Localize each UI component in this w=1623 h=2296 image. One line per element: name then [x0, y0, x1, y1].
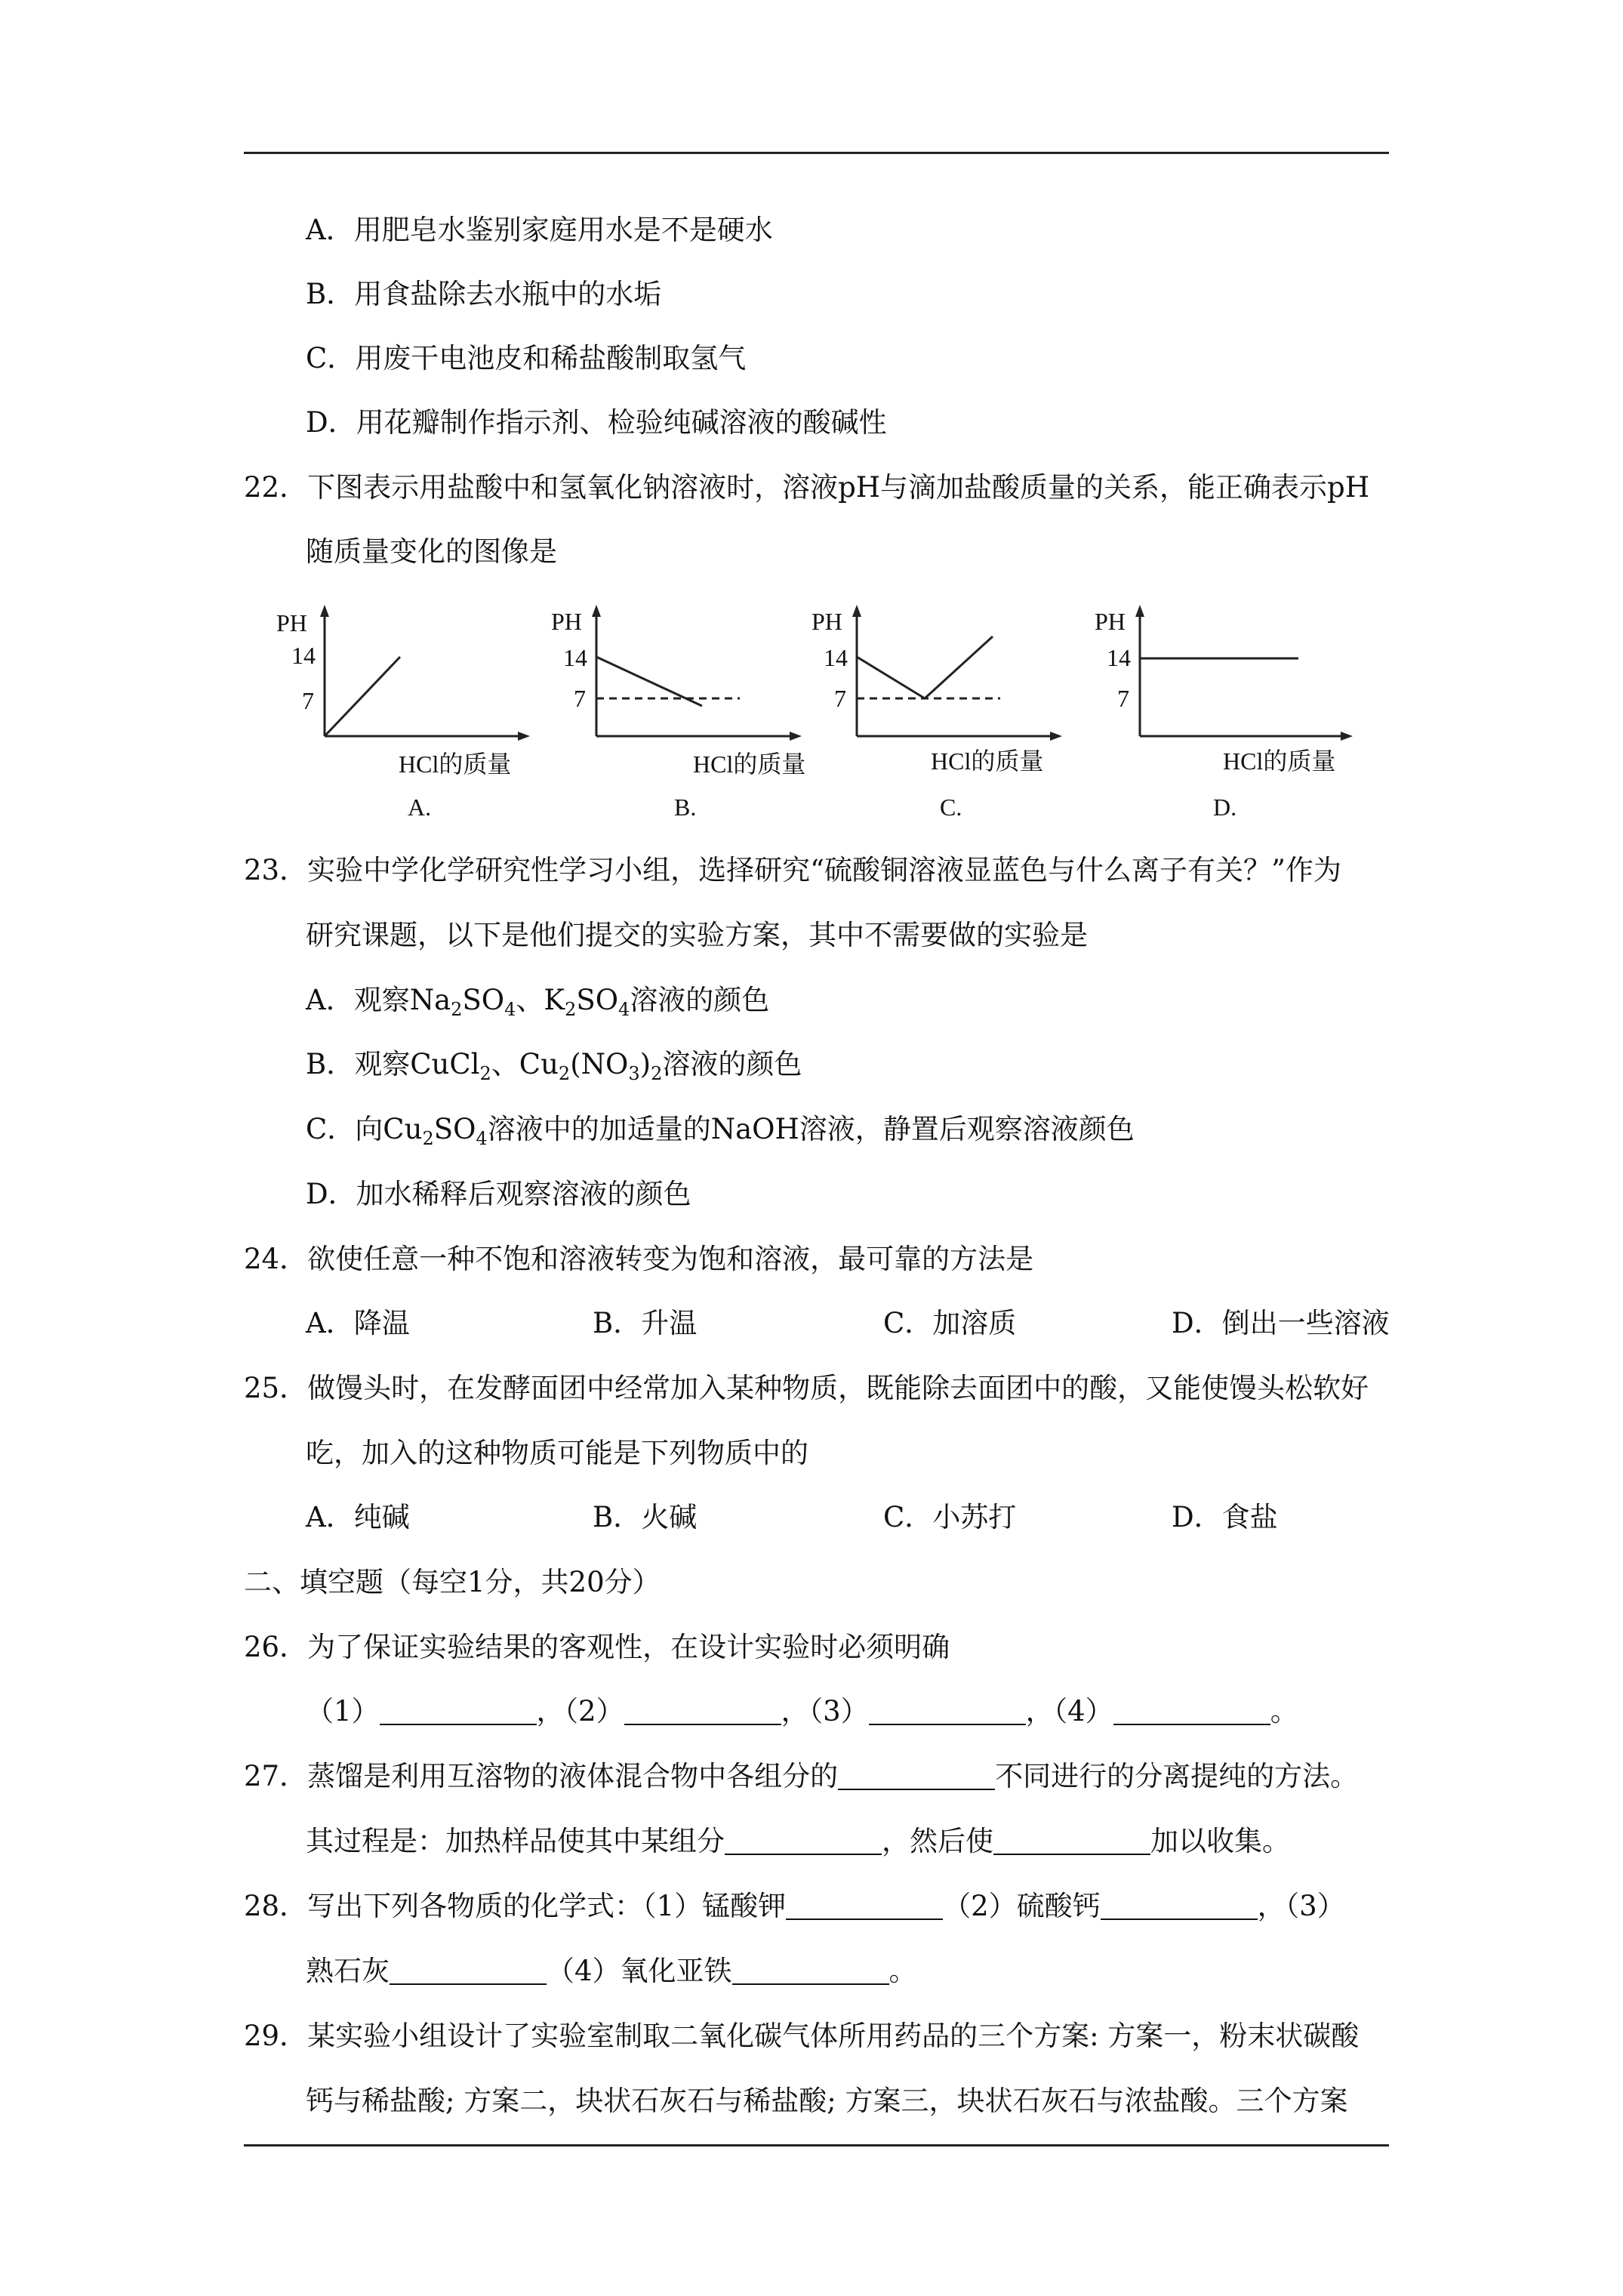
q24-stem: 24．欲使任意一种不饱和溶液转变为饱和溶液，最可靠的方法是 — [244, 1243, 1034, 1275]
graph-b — [551, 600, 838, 778]
q21-option-b: B．用食盐除去水瓶中的水垢 — [306, 278, 662, 310]
q27-line1: 27．蒸馏是利用互溶物的液体混合物中各组分的 不同进行的分离提纯的方法。 — [244, 1760, 1359, 1792]
graph-d-label: D. — [1213, 794, 1237, 821]
graph-a-xlabel: HCl的质量 — [399, 750, 512, 778]
q27-line2: 其过程是：加热样品使其中某组分 ，然后使 加以收集。 — [306, 1825, 1290, 1857]
graph-b-tick-7: 7 — [574, 685, 586, 712]
graph-c-xlabel: HCl的质量 — [931, 747, 1044, 775]
q28-line1: 28．写出下列各物质的化学式：（1）锰酸钾 （2）硫酸钙 ，（3） — [244, 1890, 1345, 1922]
graph-b-xlabel: HCl的质量 — [693, 750, 806, 778]
q24-option-a: A．降温 — [306, 1307, 410, 1339]
graph-c — [812, 600, 1098, 774]
answer-blank — [786, 1893, 943, 1920]
q26-blanks: （1） ，（2） ，（3） ，（4） 。 — [306, 1695, 1298, 1727]
graph-a — [272, 600, 559, 778]
q23-option-c: C．向$Cu_2SO_4$溶液中的加适量的NaOH溶液，静置后观察溶液颜色 — [306, 1113, 1135, 1149]
graph-c-tick-14: 14 — [824, 644, 848, 671]
q21-option-c: C．用废干电池皮和稀盐酸制取氢气 — [306, 342, 747, 374]
q23-stem-line1: 23．实验中学化学研究性学习小组，选择研究“硫酸铜溶液显蓝色与什么离子有关？”作为 — [244, 854, 1341, 886]
graph-a-tick-7: 7 — [302, 687, 314, 714]
answer-blank — [624, 1698, 781, 1725]
answer-blank — [1113, 1698, 1270, 1725]
graph-d-tick-14: 14 — [1107, 644, 1131, 671]
q25-option-a: A．纯碱 — [306, 1501, 410, 1533]
answer-blank — [380, 1698, 537, 1725]
q24-option-c: C．加溶质 — [883, 1307, 1017, 1339]
graph-a-tick-14: 14 — [291, 642, 316, 669]
answer-blank — [869, 1698, 1026, 1725]
section-2-heading: 二、填空题（每空1分，共20分） — [244, 1566, 661, 1598]
graph-c-tick-7: 7 — [834, 685, 846, 712]
graph-b-tick-14: 14 — [563, 644, 587, 671]
graph-d-ylabel: PH — [1095, 608, 1126, 635]
q22-stem-line2: 随质量变化的图像是 — [306, 535, 557, 568]
q25-option-b: B．火碱 — [593, 1501, 698, 1533]
answer-blank — [838, 1763, 995, 1790]
q29-line2: 钙与稀盐酸; 方案二，块状石灰石与稀盐酸; 方案三，块状石灰石与浓盐酸。三个方案 — [306, 2085, 1348, 2117]
q29-line1: 29．某实验小组设计了实验室制取二氧化碳气体所用药品的三个方案: 方案一，粉末状碳酸 — [244, 2020, 1360, 2052]
answer-blank — [725, 1828, 882, 1855]
answer-blank — [993, 1828, 1150, 1855]
q28-line2: 熟石灰 （4）氧化亚铁 。 — [306, 1955, 917, 1987]
q25-option-d: D．食盐 — [1172, 1501, 1278, 1533]
q25-option-c: C．小苏打 — [883, 1501, 1017, 1533]
graph-c-ylabel: PH — [812, 608, 842, 635]
answer-blank — [1101, 1893, 1258, 1920]
q26-stem: 26．为了保证实验结果的客观性，在设计实验时必须明确 — [244, 1631, 950, 1663]
bottom-rule — [244, 2144, 1389, 2147]
q23-option-d: D．加水稀释后观察溶液的颜色 — [306, 1178, 691, 1210]
graph-b-label: B. — [674, 794, 697, 821]
graph-d — [1095, 600, 1397, 774]
q21-option-a: A．用肥皂水鉴别家庭用水是不是硬水 — [306, 214, 773, 246]
top-rule — [244, 152, 1389, 154]
answer-blank — [390, 1958, 547, 1985]
q25-stem-line2: 吃，加入的这种物质可能是下列物质中的 — [306, 1437, 808, 1469]
q24-option-b: B．升温 — [593, 1307, 698, 1339]
graph-d-tick-7: 7 — [1117, 685, 1129, 712]
q23-option-a: A．观察$Na_2SO_4$、$K_2SO_4$溶液的颜色 — [306, 984, 770, 1020]
q25-stem-line1: 25．做馒头时，在发酵面团中经常加入某种物质，既能除去面团中的酸，又能使馒头松软好 — [244, 1372, 1369, 1404]
answer-blank — [732, 1958, 889, 1985]
graph-c-label: C. — [940, 794, 962, 821]
graph-a-label: A. — [408, 794, 432, 821]
q23-option-b: B．观察CuCl$_2$、$Cu_2(NO_3)_2$溶液的颜色 — [306, 1048, 802, 1084]
q21-option-d: D．用花瓣制作指示剂、检验纯碱溶液的酸碱性 — [306, 406, 887, 439]
graph-b-ylabel: PH — [551, 608, 582, 635]
q24-option-d: D．倒出一些溶液 — [1172, 1307, 1390, 1339]
graph-d-xlabel: HCl的质量 — [1223, 747, 1336, 775]
graph-a-ylabel: PH — [276, 609, 307, 636]
q23-stem-line2: 研究课题，以下是他们提交的实验方案，其中不需要做的实验是 — [306, 919, 1088, 951]
q22-stem-line1: 22．下图表示用盐酸中和氢氧化钠溶液时，溶液pH与滴加盐酸质量的关系，能正确表示pH — [244, 471, 1369, 504]
